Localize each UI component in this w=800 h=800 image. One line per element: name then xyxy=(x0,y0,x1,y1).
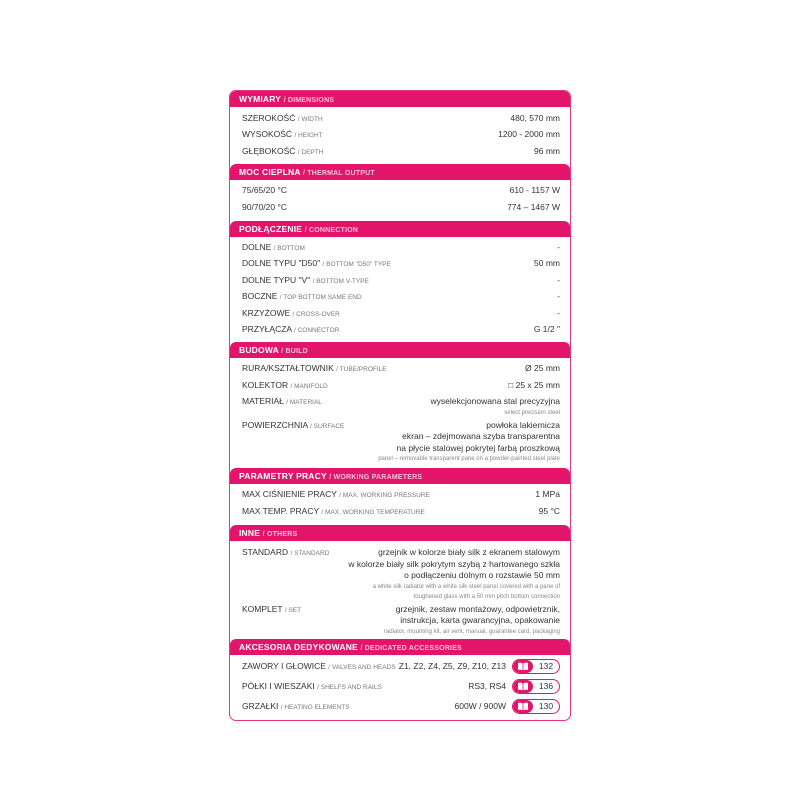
spec-row xyxy=(242,394,560,418)
value-text: □ 25 x 25 mm xyxy=(508,379,560,390)
section-body xyxy=(230,655,570,720)
label-pl: PÓŁKI I WIESZAKI xyxy=(242,680,315,691)
spec-label xyxy=(242,289,362,305)
value-line: grzejnik, zestaw montażowy, odpowietrznik, xyxy=(395,603,560,614)
label-en: / BOTTOM xyxy=(273,245,305,253)
label-en: / BOTTOM V-TYPE xyxy=(312,277,369,285)
label-en: / MANIFOLD xyxy=(290,382,328,390)
label-en: / TUBE/PROFILE xyxy=(336,366,387,374)
spec-label xyxy=(242,256,391,272)
catalog-page-link[interactable] xyxy=(512,659,560,674)
spec-label xyxy=(242,545,329,561)
value-text: - xyxy=(557,291,560,302)
label-en: / BOTTOM "D50" TYPE xyxy=(322,261,391,269)
label-en: / HEIGHT xyxy=(294,132,323,140)
value-text: 600W / 900W xyxy=(454,701,506,712)
label-pl: STANDARD xyxy=(242,547,289,558)
label-pl: KOLEKTOR xyxy=(242,379,289,390)
spec-row xyxy=(242,183,560,199)
spec-label xyxy=(242,657,396,677)
section-title-en: / BUILD xyxy=(281,348,308,356)
label-pl: MAX TEMP. PRACY xyxy=(242,505,319,516)
section-header xyxy=(230,342,570,358)
spec-row xyxy=(242,200,560,216)
section-header xyxy=(230,164,570,180)
spec-value xyxy=(557,273,560,288)
label-pl: DOLNE TYPU "V" xyxy=(242,274,311,285)
value-text: RS3, RS4 xyxy=(468,681,506,692)
spec-value xyxy=(557,306,560,321)
spec-label xyxy=(242,273,369,289)
label-pl: MAX CIŚNIENIE PRACY xyxy=(242,489,337,500)
value-line: o podłączeniu dolnym o rozstawie 50 mm xyxy=(404,570,560,581)
section-6 xyxy=(230,639,570,720)
section-title-en: / CONNECTION xyxy=(304,227,359,235)
section-title: BUDOWA xyxy=(239,345,279,356)
label-pl: MATERIAŁ xyxy=(242,396,284,407)
label-pl: 75/65/20 °C xyxy=(242,185,287,196)
spec-row xyxy=(242,240,560,256)
label-pl: KOMPLET xyxy=(242,603,283,614)
label-en: / CONNECTOR xyxy=(293,327,340,335)
book-icon xyxy=(513,700,533,713)
spec-card xyxy=(229,90,571,721)
spec-value xyxy=(535,487,560,502)
spec-label xyxy=(242,418,344,434)
spec-value xyxy=(498,127,560,142)
label-pl: GRZAŁKI xyxy=(242,700,279,711)
spec-label xyxy=(242,322,339,338)
spec-value xyxy=(534,322,560,337)
spec-row xyxy=(242,504,560,520)
label-en: / SET xyxy=(284,606,302,614)
spec-value xyxy=(534,256,560,271)
section-5 xyxy=(230,525,570,639)
section-3 xyxy=(230,342,570,468)
spec-row xyxy=(242,697,560,717)
value-text: G 1/2 " xyxy=(533,324,560,335)
label-en: / TOP BOTTOM SAME END xyxy=(279,294,362,302)
spec-label xyxy=(242,697,350,717)
spec-row xyxy=(242,306,560,322)
section-header xyxy=(230,221,570,237)
section-title: PARAMETRY PRACY xyxy=(239,471,327,482)
spec-value xyxy=(508,378,560,393)
label-en: / CROSS-OVER xyxy=(292,310,340,318)
label-pl: WYSOKOŚĆ xyxy=(242,129,293,140)
label-pl: DOLNE TYPU "D50" xyxy=(242,258,321,269)
label-pl: ZAWORY I GŁOWICE xyxy=(242,660,326,671)
catalog-page-link[interactable] xyxy=(512,699,560,714)
spec-row xyxy=(242,361,560,377)
value-en: radiator, mounting kit, air vent, manual, guarantee card, packaging xyxy=(383,628,560,635)
value-text: - xyxy=(557,274,560,285)
label-en: / SHELFS AND RAILS xyxy=(317,683,382,691)
label-en: / SURFACE xyxy=(310,422,345,430)
spec-value xyxy=(378,418,560,465)
section-header xyxy=(230,525,570,541)
value-text: 95 °C xyxy=(538,505,560,516)
value-text: 610 - 1157 W xyxy=(509,185,560,196)
label-pl: GŁĘBOKOŚĆ xyxy=(242,145,296,156)
value-line: wyselekcjonowana stal precyzyjna xyxy=(430,396,560,407)
label-en: / MATERIAL xyxy=(286,399,322,407)
section-header xyxy=(230,639,570,655)
catalog-page-link[interactable] xyxy=(512,679,560,694)
value-line: grzejnik w kolorze biały silk z ekranem stalowym xyxy=(378,547,560,558)
spec-row xyxy=(242,111,560,127)
spec-value xyxy=(510,183,560,198)
section-title-en: / WORKING PARAMETERS xyxy=(329,474,423,482)
spec-value xyxy=(510,111,560,126)
spec-row xyxy=(242,418,560,465)
section-4 xyxy=(230,468,570,525)
spec-label xyxy=(242,504,425,520)
spec-value xyxy=(348,545,560,602)
value-en-line: toughened glass with a 50 mm pitch bottom connection xyxy=(413,593,560,600)
spec-value xyxy=(557,240,560,255)
spec-label xyxy=(242,183,287,199)
section-title: INNE xyxy=(239,528,261,539)
value-text: 1200 - 2000 mm xyxy=(498,129,560,140)
spec-value xyxy=(455,697,561,716)
value-text: 1 MPa xyxy=(535,489,560,500)
spec-row xyxy=(242,273,560,289)
value-text: - xyxy=(557,307,560,318)
spec-value xyxy=(539,504,560,519)
label-en: / WIDTH xyxy=(297,116,323,123)
spec-value xyxy=(557,289,560,304)
section-body xyxy=(230,107,570,164)
spec-value xyxy=(507,200,560,215)
label-pl: 90/70/20 °C xyxy=(242,201,287,212)
section-2 xyxy=(230,221,570,342)
section-body xyxy=(230,358,570,468)
section-body xyxy=(230,541,570,639)
spec-label xyxy=(242,487,430,503)
section-title: PODŁĄCZENIE xyxy=(239,224,303,235)
section-body xyxy=(230,237,570,342)
section-0 xyxy=(230,91,570,164)
section-title: MOC CIEPLNA xyxy=(239,167,301,178)
spec-label xyxy=(242,602,301,618)
spec-label xyxy=(242,378,328,394)
label-en: / DEPTH xyxy=(297,148,324,156)
spec-row xyxy=(242,657,560,677)
value-text: Z1, Z2, Z4, Z5, Z9, Z10, Z13 xyxy=(398,661,506,672)
section-title-en: / THERMAL OUTPUT xyxy=(302,170,375,178)
label-en: / MAX. WORKING TEMPERATURE xyxy=(321,508,425,516)
value-text: 480, 570 mm xyxy=(510,113,560,123)
section-title: AKCESORIA DEDYKOWANE xyxy=(239,641,358,652)
value-text: 774 – 1467 W xyxy=(507,201,560,212)
section-title-en: / DEDICATED ACCESSORIES xyxy=(360,644,462,652)
value-en: select precision steel xyxy=(504,409,560,416)
spec-label xyxy=(242,111,323,127)
section-body xyxy=(230,484,570,525)
label-en: / MAX. WORKING PRESSURE xyxy=(339,492,430,500)
label-pl: POWIERZCHNIA xyxy=(242,419,308,430)
spec-label xyxy=(242,394,322,410)
spec-value xyxy=(384,602,560,637)
spec-value xyxy=(525,361,560,376)
spec-value xyxy=(399,657,560,676)
spec-row xyxy=(242,602,560,637)
spec-row xyxy=(242,545,560,602)
spec-row xyxy=(242,487,560,503)
spec-row xyxy=(242,144,560,160)
spec-row xyxy=(242,256,560,272)
spec-row xyxy=(242,289,560,305)
book-icon xyxy=(513,680,533,693)
section-header xyxy=(230,468,570,484)
label-pl: RURA/KSZTAŁTOWNIK xyxy=(242,363,334,374)
spec-row xyxy=(242,378,560,394)
spec-row xyxy=(242,322,560,338)
book-icon xyxy=(513,660,533,673)
spec-label xyxy=(242,127,323,143)
section-title-en: / OTHERS xyxy=(262,531,298,539)
label-pl: KRZYŻOWE xyxy=(242,307,291,318)
value-line: na płycie stalowej pokrytej farbą proszkową xyxy=(396,442,560,453)
value-line: w kolorze biały silk pokrytym szybą z hartowanego szkła xyxy=(348,558,560,569)
section-title: WYMIARY xyxy=(239,94,282,104)
value-text: 96 mm xyxy=(534,145,560,156)
spec-label xyxy=(242,677,382,697)
page-number: 136 xyxy=(538,681,554,692)
spec-label xyxy=(242,144,323,160)
spec-label xyxy=(242,361,387,377)
spec-value xyxy=(534,144,560,159)
value-line: ekran – zdejmowana szyba transparentna xyxy=(402,431,560,442)
spec-label xyxy=(242,306,340,322)
label-pl: SZEROKOŚĆ xyxy=(242,113,296,123)
value-line: powłoka lakiernicza xyxy=(486,419,560,430)
section-1 xyxy=(230,164,570,221)
page-number: 132 xyxy=(538,661,554,672)
spec-row xyxy=(242,127,560,143)
page-number: 130 xyxy=(538,701,554,712)
value-text: - xyxy=(557,242,560,253)
label-pl: DOLNE xyxy=(242,242,272,253)
label-pl: BOCZNE xyxy=(242,291,278,302)
spec-value xyxy=(431,394,560,418)
label-en: / STANDARD xyxy=(290,550,330,558)
value-text: Ø 25 mm xyxy=(525,363,560,374)
label-en: / VALVES AND HEADS xyxy=(328,663,396,671)
value-en: panel – removable transparent pane on a powder-painted steel plate xyxy=(378,456,560,463)
label-pl: PRZYŁĄCZA xyxy=(242,324,292,335)
section-body xyxy=(230,180,570,221)
section-title-en: / DIMENSIONS xyxy=(283,97,335,104)
value-text: 50 mm xyxy=(534,258,560,269)
label-en: / HEATING ELEMENTS xyxy=(280,703,350,711)
value-line: instrukcja, karta gwarancyjna, opakowanie xyxy=(400,615,560,626)
value-en-line: a white silk radiator with a white silk steel panel covered with a pane of xyxy=(372,583,560,590)
spec-label xyxy=(242,240,305,256)
spec-row xyxy=(242,677,560,697)
spec-value xyxy=(468,677,560,696)
section-header xyxy=(230,91,570,107)
spec-label xyxy=(242,200,287,216)
